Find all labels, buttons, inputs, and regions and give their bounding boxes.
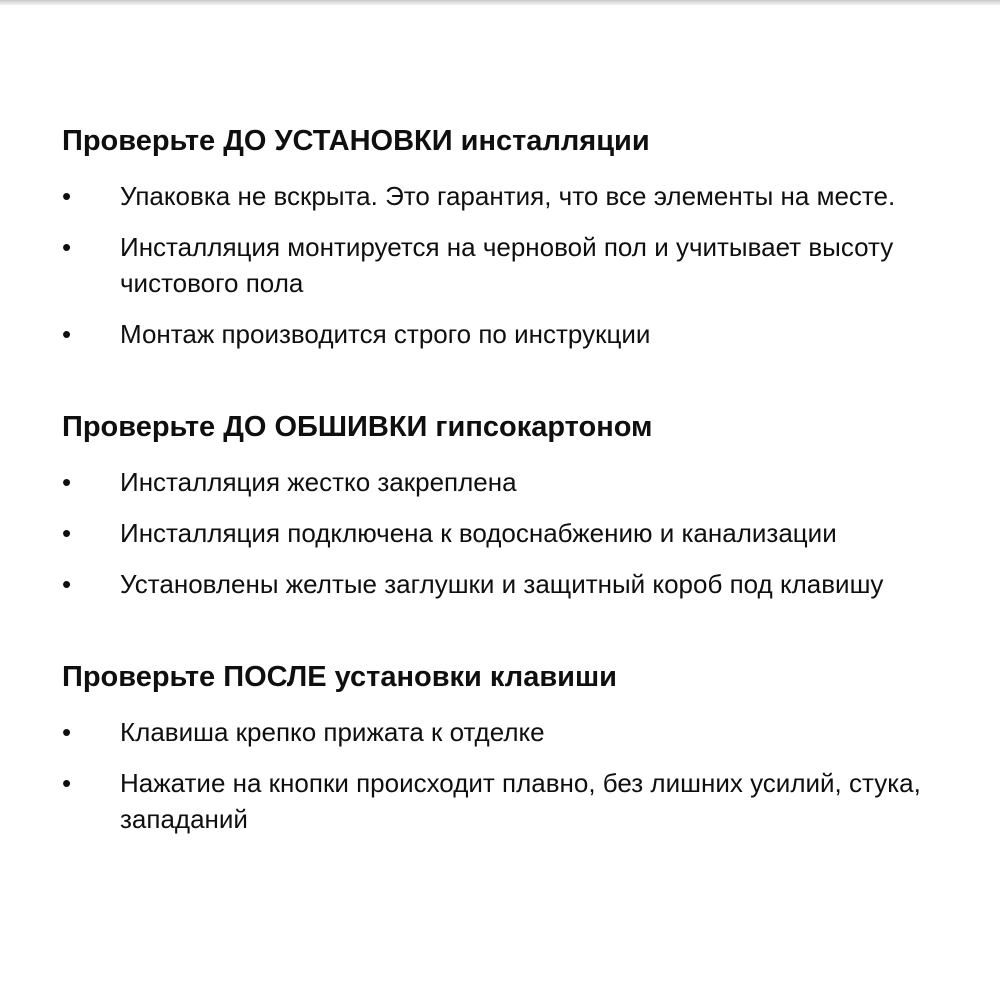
list-item [62,566,960,602]
bullet-list [62,464,960,602]
list-item [62,178,960,214]
bullet-icon: • [62,717,72,747]
bullet-icon: • [62,569,72,599]
bullet-icon: • [62,181,72,211]
bullet-text: Инсталляция жестко закреплена [120,467,517,497]
section-heading: Проверьте ПОСЛЕ установки клавиши [62,661,617,693]
bullet-icon: • [62,467,72,497]
list-item [62,714,960,750]
section-heading: Проверьте ДО УСТАНОВКИ инсталляции [62,125,650,157]
checklist-section [62,410,960,602]
bullet-text: Монтаж производится строго по инструкции [120,319,651,349]
list-item [62,316,960,352]
bullet-icon: • [62,319,72,349]
bullet-text: Инсталляция монтируется на черновой пол и учитывает высоту чистового пола [120,232,894,298]
checklist-section [62,660,960,837]
bullet-icon: • [62,518,72,548]
list-item [62,515,960,551]
bullet-icon: • [62,768,72,798]
section-heading: Проверьте ДО ОБШИВКИ гипсокартоном [62,411,653,443]
bullet-text: Нажатие на кнопки происходит плавно, без лишних усилий, стука, западаний [120,768,921,834]
checklist-section [62,124,960,352]
bullet-icon: • [62,232,72,262]
bullet-text: Упаковка не вскрыта. Это гарантия, что все элементы на месте. [120,181,896,211]
bullet-text: Инсталляция подключена к водоснабжению и канализации [120,518,837,548]
bullet-text: Клавиша крепко прижата к отделке [120,717,545,747]
bullet-text: Установлены желтые заглушки и защитный короб под клавишу [120,569,884,599]
list-item [62,765,960,837]
list-item [62,464,960,500]
bullet-list [62,178,960,352]
bullet-list [62,714,960,837]
checklist-document [0,5,1000,837]
list-item [62,229,960,301]
